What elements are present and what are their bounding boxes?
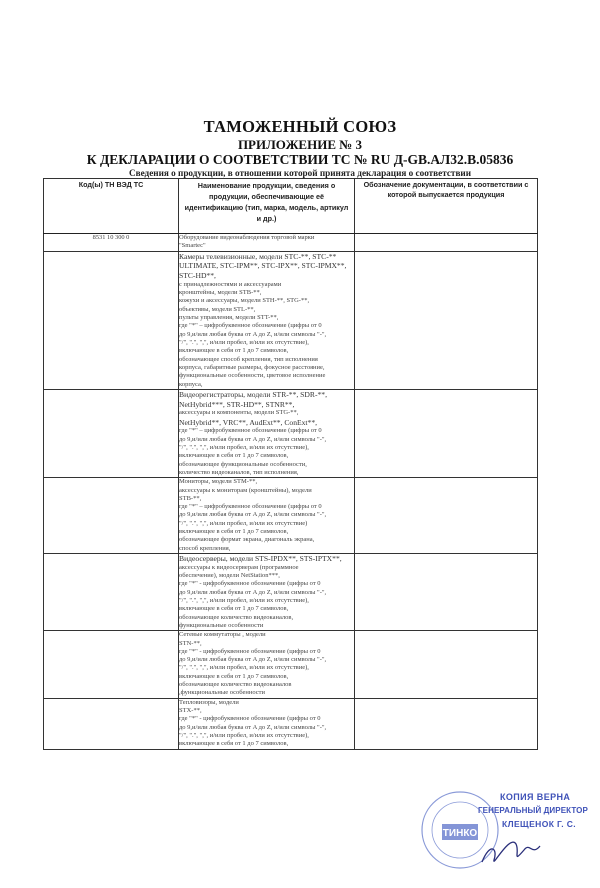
- product-description-cell: [179, 631, 355, 699]
- hs-code-cell: 8531 10 300 0: [44, 234, 179, 252]
- union-title: ТАМОЖЕННЫЙ СОЮЗ: [203, 117, 397, 136]
- description-line: где "*" – цифробуквенное обозначение (цифры от 0: [179, 322, 322, 330]
- description-line: до 9,и/или любая буква от A до Z, и/или символы "-",: [179, 656, 327, 664]
- description-line: с принадлежностями и аксессуарами: [179, 280, 282, 288]
- table-row: [44, 478, 538, 554]
- description-line: "/", ".", ",", и/или пробел, и/или их отсутствие): [179, 519, 308, 527]
- description-line: где "*" - цифробуквенное обозначение (цифры от 0: [179, 715, 321, 723]
- description-line: NetHybrid**, VRC**, AudExt**, ConExt**,: [179, 417, 318, 427]
- description-line: где "*" – цифробуквенное обозначение (цифры от 0: [179, 427, 322, 435]
- hs-code-cell: [44, 698, 179, 749]
- description-line: включающее в себя от 1 до 7 символов,: [179, 740, 289, 748]
- description-line: функциональные особенности: [179, 621, 264, 629]
- hs-code-cell: [44, 631, 179, 699]
- description-line: ULTIMATE, STC-IPM**, STC-IPX**, STC-IPMX**,: [179, 261, 347, 271]
- table-header-row: [44, 179, 538, 234]
- description-line: ,функциональные особенности: [179, 689, 265, 697]
- description-line: Мониторы, модели STM-**,: [179, 478, 258, 486]
- documentation-cell: [355, 631, 538, 699]
- description-line: "Smartec": [179, 242, 206, 250]
- description-line: NetHybrid***, STR-HD**, STNR**,: [179, 399, 295, 409]
- product-description-cell: [179, 234, 355, 252]
- product-description-cell: [179, 251, 355, 389]
- column-header-product: Наименование продукции, сведения о продукции, обеспечивающие её идентификацию (тип, марка, модель, артикул и др.): [179, 179, 355, 234]
- certification-stamp: [420, 778, 600, 878]
- table-row: [44, 554, 538, 631]
- description-line: обеспечение), модели NetStation***,: [179, 572, 280, 580]
- seal-logo-text: ТИНКО: [442, 828, 478, 839]
- documentation-cell: [355, 554, 538, 631]
- description-line: до 9,и/или любая буква от A до Z, и/или символы "-",: [179, 330, 327, 338]
- description-line: аксессуары к видеосерверам (программное: [179, 563, 299, 571]
- description-line: Оборудование видеонаблюдения торговой марки: [179, 234, 315, 241]
- director-name: КЛЕЩЕНОК Г. С.: [502, 819, 577, 829]
- description-line: "/", ".", ",", и/или пробел, и/или их отсутствие),: [179, 731, 309, 739]
- documentation-cell: [355, 698, 538, 749]
- hs-code-cell: [44, 251, 179, 389]
- declaration-title: К ДЕКЛАРАЦИИ О СООТВЕТСТВИИ ТС № RU Д-GB.АЛ32.В.05836: [86, 152, 514, 167]
- documentation-cell: [355, 389, 538, 477]
- description-line: STC-HD**,: [179, 271, 216, 281]
- appendix-title: ПРИЛОЖЕНИЕ № 3: [237, 137, 363, 152]
- description-line: аксессуары и компоненты, модели STG-**,: [179, 409, 299, 417]
- table-row: [44, 631, 538, 699]
- description-line: количество видеоканалов, тип исполнения,: [179, 468, 299, 476]
- description-line: включающее в себя от 1 до 7 символов,: [179, 528, 289, 536]
- description-line: обозначающее формат экрана, диагональ экрана,: [179, 536, 315, 544]
- description-line: включающее в себя от 1 до 7 символов,: [179, 347, 289, 355]
- hs-code-cell: [44, 554, 179, 631]
- director-position: ГЕНЕРАЛЬНЫЙ ДИРЕКТОР: [478, 806, 588, 815]
- description-line: функциональные особенности, цветовое исполнение: [179, 372, 326, 380]
- description-line: Сетевые коммутаторы , модели: [179, 631, 266, 639]
- description-line: корпуса, габаритные размеры, фокусное расстояние,: [179, 363, 325, 371]
- table-row: [44, 251, 538, 389]
- description-line: способ крепления,: [179, 544, 231, 552]
- description-line: обозначающее количество видеоканалов: [179, 681, 292, 689]
- description-line: до 9,и/или любая буква от A до Z, и/или символы "-",: [179, 588, 327, 596]
- description-line: Видеосерверы, модели STS-IPDX**, STS-IPTX**,: [179, 554, 342, 563]
- description-line: "/", ".", ",", и/или пробел, и/или их отсутствие),: [179, 664, 309, 672]
- description-line: объективы, модели STL-**,: [179, 305, 256, 313]
- description-line: обозначающее количество видеоканалов,: [179, 613, 294, 621]
- table-row: [44, 389, 538, 477]
- description-line: до 9,и/или любая буква от A до Z, и/или символы "-",: [179, 435, 327, 443]
- description-line: где "*" - цифробуквенное обозначение (цифры от 0: [179, 647, 321, 655]
- description-line: включающее в себя от 1 до 7 символов,: [179, 672, 289, 680]
- column-header-documentation: Обозначение документации, в соответствии с которой выпускается продукция: [355, 179, 538, 234]
- product-description-cell: [179, 478, 355, 554]
- table-row: [44, 698, 538, 749]
- description-line: где "*" – цифробуквенное обозначение (цифры от 0: [179, 503, 322, 511]
- description-line: STX-**,: [179, 707, 202, 715]
- table-row: [44, 234, 538, 252]
- copy-true-text: КОПИЯ ВЕРНА: [500, 792, 571, 802]
- description-line: Тепловизоры, модели: [179, 698, 239, 706]
- description-line: обозначающее способ крепления, тип исполнения: [179, 355, 318, 363]
- description-line: STB-**,: [179, 494, 202, 502]
- description-line: до 9,и/или любая буква от A до Z, и/или символы "-",: [179, 723, 327, 731]
- hs-code-cell: [44, 478, 179, 554]
- description-line: обозначающее функциональные особенности,: [179, 460, 307, 468]
- description-line: включающее в себя от 1 до 7 символов,: [179, 605, 289, 613]
- description-line: корпуса,: [179, 380, 203, 388]
- description-line: пульты управления, модели STT-**,: [179, 314, 279, 322]
- description-line: кожухи и аксессуары, модели STH-**, STG-**,: [179, 297, 310, 305]
- table-subtitle: Сведения о продукции, в отношении которой принята декларация о соответствии: [129, 168, 471, 178]
- description-line: "/", ".", ",", и/или пробел, и/или их отсутствие),: [179, 596, 309, 604]
- description-line: где "*" - цифробуквенное обозначение (цифры от 0: [179, 580, 321, 588]
- product-description-cell: [179, 698, 355, 749]
- description-line: включающее в себя от 1 до 7 символов,: [179, 452, 289, 460]
- description-line: до 9,и/или любая буква от A до Z, и/или символы "-",: [179, 511, 327, 519]
- documentation-cell: [355, 251, 538, 389]
- description-line: Камеры телевизионные, модели STC-**, STC-**: [179, 251, 337, 261]
- description-line: Видеорегистраторы, модели STR-**, SDR-**,: [179, 389, 327, 399]
- column-header-code: Код(ы) ТН ВЭД ТС: [44, 179, 179, 234]
- description-line: "/", ".", ",", и/или пробел, и/или их отсутствие),: [179, 443, 309, 451]
- hs-code-cell: [44, 389, 179, 477]
- documentation-cell: [355, 234, 538, 252]
- description-line: аксессуары к мониторам (кронштейны), модели: [179, 486, 312, 494]
- product-description-cell: [179, 554, 355, 631]
- description-line: "/", ".", ",", и/или пробел, и/или их отсутствие),: [179, 338, 309, 346]
- products-table: [43, 178, 538, 750]
- description-line: кронштейны, модели STB-**,: [179, 289, 262, 297]
- product-description-cell: [179, 389, 355, 477]
- description-line: STN-**,: [179, 639, 202, 647]
- documentation-cell: [355, 478, 538, 554]
